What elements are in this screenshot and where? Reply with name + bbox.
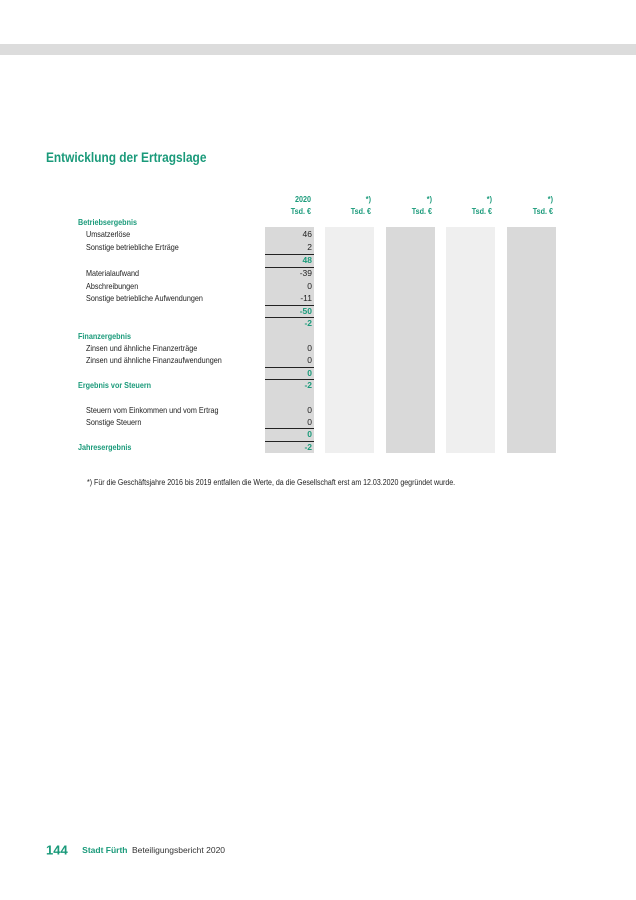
table-row <box>78 331 316 344</box>
header-unit: Tsd. € <box>411 207 432 216</box>
row-label: Materialaufwand <box>86 268 140 278</box>
subtotal-value: 48 <box>302 255 312 265</box>
header-unit: Tsd. € <box>350 207 371 216</box>
table-row <box>78 405 316 418</box>
table-row <box>78 442 316 455</box>
section-heading: Ergebnis vor Steuern <box>78 380 152 390</box>
row-value: 46 <box>302 229 312 239</box>
row-value: 2 <box>307 242 312 252</box>
table-row <box>78 229 316 242</box>
sum-rule <box>265 379 314 380</box>
subtotal-value: -2 <box>304 318 312 328</box>
column-2017-background <box>446 227 495 453</box>
column-2019-background <box>325 227 374 453</box>
sum-rule <box>265 305 314 306</box>
page-title: Entwicklung der Ertragslage <box>46 150 207 165</box>
column-2016-background <box>507 227 556 453</box>
header-year-2020: 2020 <box>294 195 311 204</box>
table-row <box>78 255 316 268</box>
top-bar <box>0 44 636 55</box>
footer-city: Stadt Fürth <box>82 844 128 855</box>
sum-rule <box>265 367 314 368</box>
sum-rule <box>265 428 314 429</box>
header-marker: *) <box>426 195 432 204</box>
header-unit: Tsd. € <box>532 207 553 216</box>
table-row <box>78 242 316 255</box>
row-label: Abschreibungen <box>86 281 139 291</box>
row-value: -39 <box>299 268 312 278</box>
table-row <box>78 380 316 393</box>
table-row <box>78 343 316 356</box>
subtotal-value: -2 <box>304 380 312 390</box>
section-heading: Jahresergebnis <box>78 442 132 452</box>
header-unit: Tsd. € <box>471 207 492 216</box>
table-row <box>78 318 316 331</box>
subtotal-value: -50 <box>299 306 312 316</box>
footnote: *) Für die Geschäftsjahre 2016 bis 2019 entfallen die Werte, da die Gesellschaft erst am 12.03.2020 gegründet wurde. <box>87 478 456 487</box>
row-value: 0 <box>307 405 312 415</box>
table-row <box>78 268 316 281</box>
header-marker: *) <box>486 195 492 204</box>
page-number: 144 <box>46 842 68 858</box>
subtotal-value: 0 <box>307 368 312 378</box>
table-row <box>78 293 316 306</box>
header-marker: *) <box>547 195 553 204</box>
row-label: Zinsen und ähnliche Finanzerträge <box>86 343 198 353</box>
row-label: Sonstige Steuern <box>86 417 142 427</box>
row-label: Sonstige betriebliche Aufwendungen <box>86 293 203 303</box>
table-row <box>78 281 316 294</box>
row-label: Sonstige betriebliche Erträge <box>86 242 179 252</box>
row-label: Zinsen und ähnliche Finanzaufwendungen <box>86 355 222 365</box>
row-value: 0 <box>307 417 312 427</box>
row-value: 0 <box>307 281 312 291</box>
footer-report: Beteiligungsbericht 2020 <box>131 844 226 855</box>
sum-rule <box>265 441 314 442</box>
section-heading: Finanzergebnis <box>78 331 131 341</box>
subtotal-value: -2 <box>304 442 312 452</box>
row-value: 0 <box>307 343 312 353</box>
table-row <box>78 217 316 230</box>
header-marker: *) <box>365 195 371 204</box>
table-row <box>78 355 316 368</box>
column-2018-background <box>386 227 435 453</box>
sum-rule <box>265 317 314 318</box>
sum-rule <box>265 254 314 255</box>
row-value: 0 <box>307 355 312 365</box>
row-label: Steuern vom Einkommen und vom Ertrag <box>86 405 219 415</box>
subtotal-value: 0 <box>307 429 312 439</box>
section-heading: Betriebsergebnis <box>78 217 138 227</box>
row-label: Umsatzerlöse <box>86 229 131 239</box>
sum-rule <box>265 267 314 268</box>
header-unit: Tsd. € <box>290 207 311 216</box>
table-row <box>78 429 316 442</box>
row-value: -11 <box>300 293 312 303</box>
page-footer <box>46 841 225 859</box>
